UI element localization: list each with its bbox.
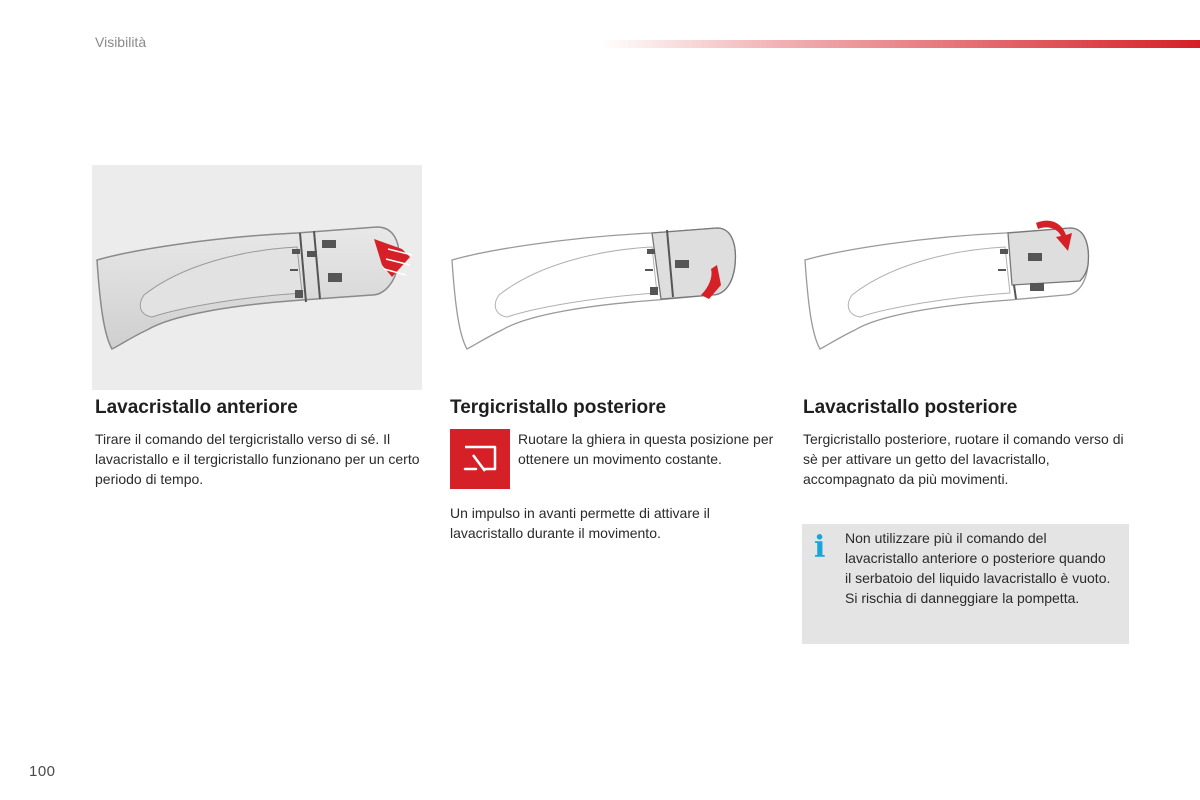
section-rear-wiper (450, 396, 780, 543)
page-number: 100 (29, 763, 56, 780)
front-washer-lever-illustration (92, 165, 422, 390)
section-heading: Lavacristallo posteriore (803, 397, 1018, 418)
section-heading: Lavacristallo anteriore (95, 397, 298, 418)
info-text: Non utilizzare più il comando del lavacristallo anteriore o posteriore quando il serbatoio del liquido lavacristallo è vuoto. Si rischia di danneggiare la pompetta. (845, 530, 1111, 606)
icon-note-text: Ruotare la ghiera in questa posizione per ottenere un movimento costante. (518, 431, 774, 467)
info-icon: i (814, 530, 826, 565)
info-box (802, 524, 1129, 644)
rear-wiper-icon (450, 429, 510, 489)
section-rear-washer (803, 396, 1133, 489)
icon-note (450, 429, 780, 489)
section-heading: Tergicristallo posteriore (450, 397, 667, 418)
section-text: Tergicristallo posteriore, ruotare il comando verso di sè per attivare un getto del lavacristallo, accompagnato da più movimenti. (803, 431, 1124, 487)
section-front-washer (95, 396, 425, 489)
section-text: Un impulso in avanti permette di attivare il lavacristallo durante il movimento. (450, 505, 710, 541)
rear-wiper-lever-illustration (447, 165, 777, 390)
section-title: Visibilità (95, 34, 147, 50)
section-text: Tirare il comando del tergicristallo verso di sé. Il lavacristallo e il tergicristallo funzionano per un certo periodo di tempo. (95, 431, 420, 487)
header-accent-bar (600, 40, 1200, 48)
rear-washer-lever-illustration (800, 165, 1130, 390)
